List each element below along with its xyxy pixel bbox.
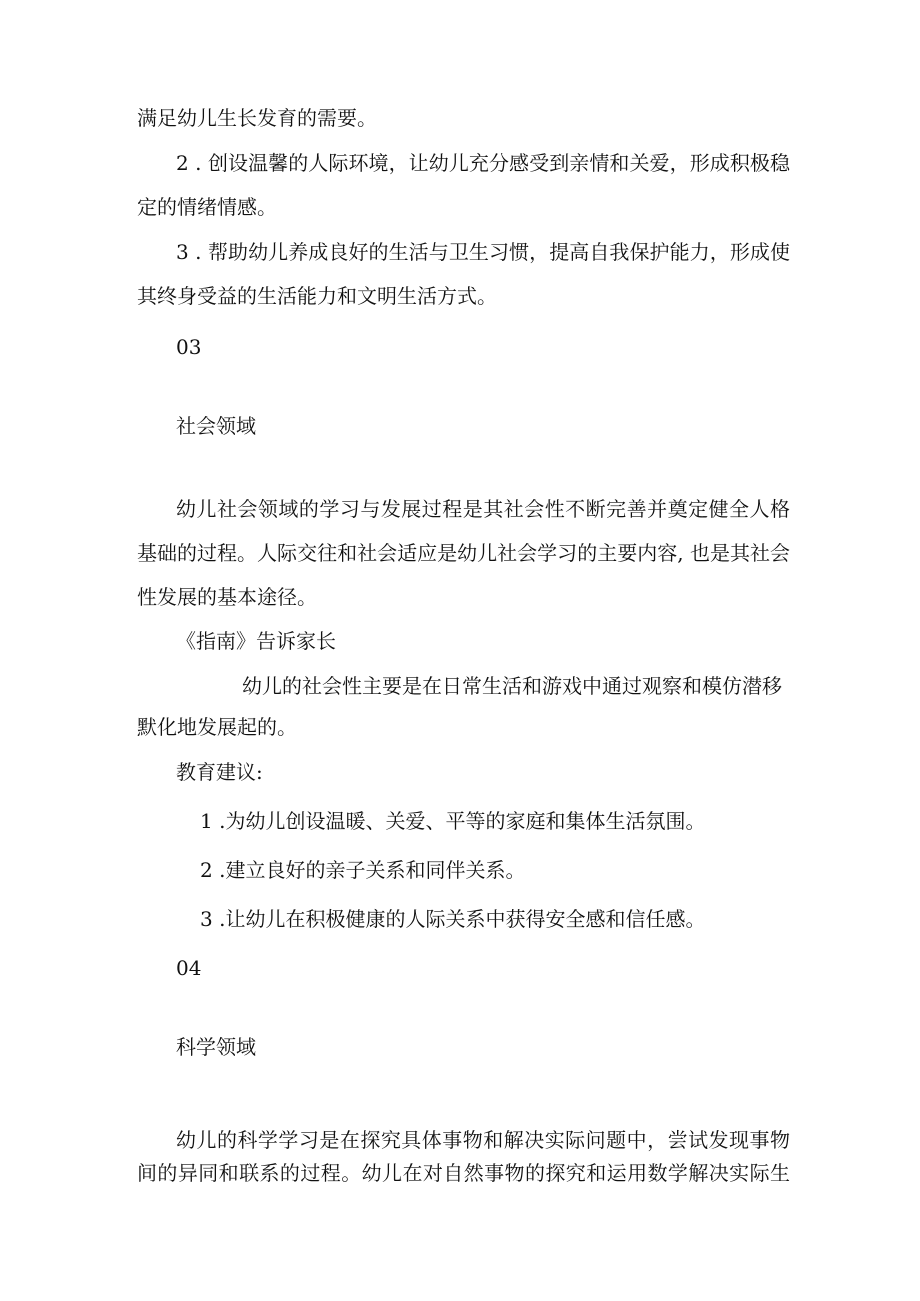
section-title: 科学领域 bbox=[176, 1035, 256, 1059]
suggestion-item-2-line: 定的情绪情感。 bbox=[137, 195, 277, 219]
suggestion-item-3-line: 其终身受益的生活能力和文明生活方式。 bbox=[137, 284, 497, 308]
section-number: 03 bbox=[176, 335, 202, 359]
suggestion-item: 1 .为幼儿创设温暖、关爱、平等的家庭和集体生活氛围。 bbox=[200, 809, 706, 833]
section-title: 社会领域 bbox=[176, 414, 256, 438]
suggestion-item: 2 .建立良好的亲子关系和同伴关系。 bbox=[200, 858, 526, 882]
paragraph-line: 间的异同和联系的过程。幼儿在对自然事物的探究和运用数学解决实际生 bbox=[137, 1161, 790, 1185]
suggestion-item-3-line: 3 . 帮助幼儿养成良好的生活与卫生习惯，提高自我保护能力，形成使 bbox=[176, 240, 790, 264]
paragraph-line: 满足幼儿生长发育的需要。 bbox=[137, 106, 377, 130]
section-number: 04 bbox=[176, 956, 202, 980]
paragraph-line: 幼儿的科学学习是在探究具体事物和解决实际问题中，尝试发现事物 bbox=[176, 1128, 790, 1152]
suggestion-item-2-line: 2 . 创设温馨的人际环境，让幼儿充分感受到亲情和关爱，形成积极稳 bbox=[176, 151, 790, 175]
guide-text-line: 默化地发展起的。 bbox=[137, 715, 297, 739]
guide-heading: 《指南》告诉家长 bbox=[176, 629, 336, 653]
suggestion-item: 3 .让幼儿在积极健康的人际关系中获得安全感和信任感。 bbox=[200, 907, 706, 931]
paragraph-line: 幼儿社会领域的学习与发展过程是其社会性不断完善并奠定健全人格 bbox=[176, 497, 790, 521]
paragraph-line: 性发展的基本途径。 bbox=[137, 585, 317, 609]
guide-text-line: 幼儿的社会性主要是在日常生活和游戏中通过观察和模仿潜移 bbox=[242, 674, 782, 698]
suggestion-heading: 教育建议: bbox=[176, 760, 263, 784]
paragraph-line: 基础的过程。人际交往和社会适应是幼儿社会学习的主要内容, 也是其社会 bbox=[137, 541, 790, 565]
